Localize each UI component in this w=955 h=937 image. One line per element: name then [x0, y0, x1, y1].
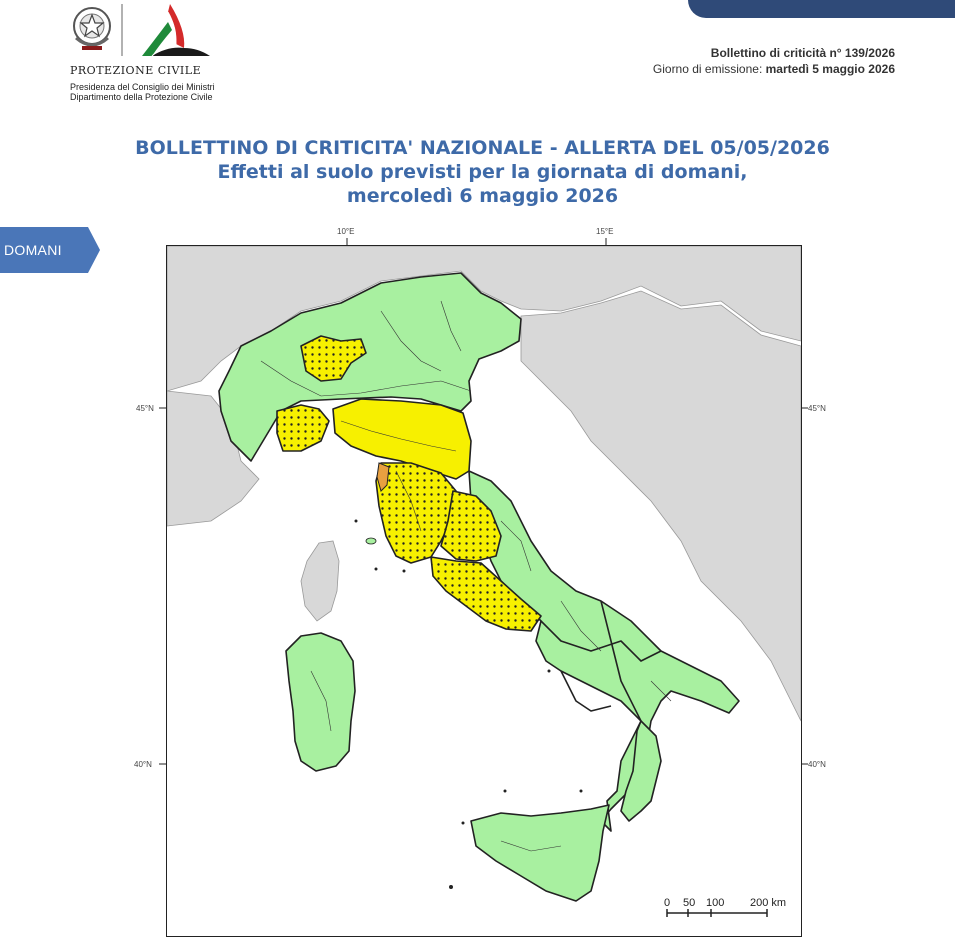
org-line-2: Dipartimento della Protezione Civile	[70, 92, 213, 102]
issue-date: martedì 5 maggio 2026	[765, 62, 895, 76]
lat-label-45-left: 45°N	[136, 404, 154, 413]
lon-label-15: 15°E	[596, 227, 614, 236]
domani-tab-label: DOMANI	[4, 242, 62, 258]
scale-label-100: 100	[706, 897, 725, 909]
issue-date-prefix: Giorno di emissione:	[652, 62, 766, 76]
lat-label-45-right: 45°N	[808, 404, 826, 413]
title-line-3: mercoledì 6 maggio 2026	[346, 185, 619, 207]
lat-label-40-right: 40°N	[808, 760, 826, 769]
italy-map	[167, 246, 801, 936]
lat-label-40-left: 40°N	[134, 760, 152, 769]
title-line-1: BOLLETTINO DI CRITICITA' NAZIONALE - ALLERTA DEL 05/05/2026	[135, 137, 830, 159]
org-line-1: Presidenza del Consiglio dei Ministri	[70, 82, 215, 92]
scale-bar	[667, 909, 767, 917]
scale-label-200: 200 km	[750, 897, 787, 909]
title-line-2: Effetti al suolo previsti per la giornata di domani,	[217, 161, 748, 183]
bulletin-number: Bollettino di criticità n° 139/2026	[710, 46, 895, 60]
lon-label-10: 10°E	[337, 227, 355, 236]
scale-label-50: 50	[683, 897, 696, 909]
scale-label-0: 0	[664, 897, 671, 909]
alert-map	[166, 245, 802, 937]
org-name: PROTEZIONE CIVILE	[70, 64, 202, 77]
